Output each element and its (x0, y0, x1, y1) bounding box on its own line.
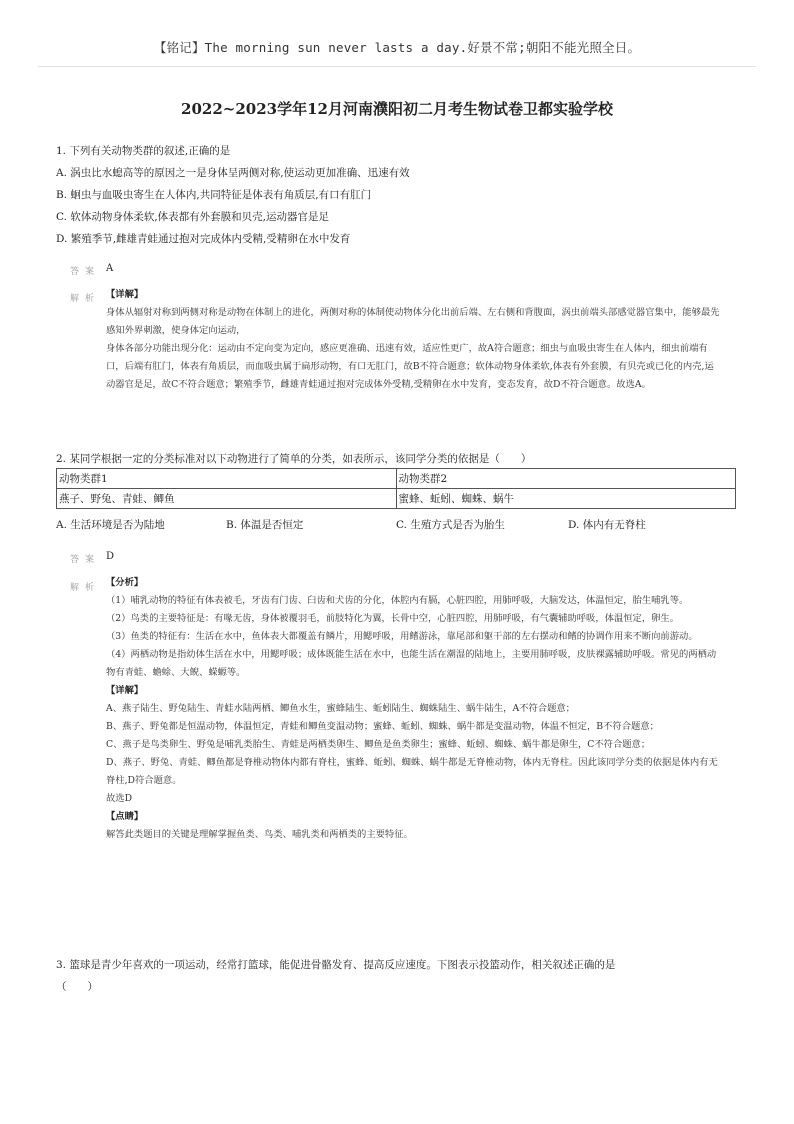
question-2-analysis-label: 解析 (70, 583, 101, 593)
question-2-option-c: C. 生殖方式是否为胎生 (396, 519, 505, 531)
question-1-analysis-label: 解析 (70, 294, 101, 304)
question-2-option-d: D. 体内有无脊柱 (568, 519, 646, 531)
question-2-answer-label: 答案 (70, 555, 101, 565)
question-1-option-b: B. 蛔虫与血吸虫寄生在人体内,共同特征是体表有角质层,有口有肛门 (56, 189, 372, 201)
question-2-tip: 解答此类题目的关键是理解掌握鱼类、鸟类、哺乳类和两栖类的主要特征。 (106, 829, 413, 840)
question-1-option-d: D. 繁殖季节,雌雄青蛙通过抱对完成体内受精,受精卵在水中发育 (56, 233, 351, 245)
question-2-option-b: B. 体温是否恒定 (226, 519, 304, 531)
question-1-explanation (106, 286, 722, 394)
question-3-stem-blank: （ ） (56, 981, 98, 993)
question-1-detail-paragraph: 身体从辐射对称到两侧对称是动物在体制上的进化，两侧对称的体制使动物体分化出前后端、左右侧和背腹面，涡虫前端头部感觉器官集中，能够最先感知外界刺激，使身体定向运动， (106, 307, 720, 336)
header-divider (38, 66, 756, 67)
question-1-option-a: A. 涡虫比水螅高等的原因之一是身体呈两侧对称,使运动更加准确、迅速有效 (56, 167, 410, 179)
question-1-detail-paragraph: 身体各部分功能出现分化：运动由不定向变为定向，感应更准确、迅速有效，适应性更广，故A符合题意；细虫与血吸虫寄生在人体内，细虫前端有口，后端有肛门，体表有角质层，而血吸虫属于扁形动物，有口无肛门，故B不符合题意；软体动物身体柔软,体表有外套膜，有贝壳或已化的内壳,运动器官是足，故C不符合题意；繁殖季节，雌雄青蛙通过抱对完成体外受精,受精卵在水中发育，变态发育，故D不符合题意。故选A。 (106, 343, 714, 390)
question-2-analysis-item: （2）鸟类的主要特征是：有喙无齿，身体被覆羽毛，前肢特化为翼，长骨中空，心脏四腔，用肺呼吸，有气囊辅助呼吸，体温恒定，卵生。 (106, 613, 680, 624)
table-row (57, 489, 736, 509)
question-2-analysis-item: （1）哺乳动物的特征有体表被毛，牙齿有门齿、臼齿和犬齿的分化，体腔内有膈，心脏四腔，用肺呼吸，大脑发达，体温恒定，胎生哺乳等。 (106, 595, 689, 606)
question-2-explanation (106, 574, 722, 844)
question-2-detail-item: B、燕子、野兔都是恒温动物，体温恒定，青蛙和鲫鱼变温动物；蜜蜂、蚯蚓、蜘蛛、蜗牛都是变温动物，体温不恒定，B不符合题意； (106, 721, 659, 732)
question-1-answer: A (106, 263, 114, 274)
question-2-detail-item: 故选D (106, 793, 133, 804)
question-1-option-c: C. 软体动物身体柔软,体表都有外套膜和贝壳,运动器官是足 (56, 211, 330, 223)
question-2-analysis-item: （3）鱼类的特征有：生活在水中，鱼体表大都覆盖有鳞片，用鳃呼吸，用鳍游泳，靠尾部和躯干部的左右摆动和鳍的协调作用来不断向前游动。 (106, 631, 698, 642)
question-2-tip-tag: 【点睛】 (106, 811, 144, 822)
table-cell: 燕子、野兔、青蛙、鲫鱼 (57, 489, 397, 509)
question-1-answer-label: 答案 (70, 267, 101, 277)
question-2-answer: D (106, 551, 115, 562)
question-2-option-a: A. 生活环境是否为陆地 (56, 519, 165, 531)
table-cell: 蜜蜂、蚯蚓、蜘蛛、蜗牛 (396, 489, 736, 509)
table-header-cell: 动物类群2 (396, 469, 736, 489)
paper-title: 2022~2023学年12月河南濮阳初二月考生物试卷卫都实验学校 (181, 100, 613, 118)
question-3-stem: 3. 篮球是青少年喜欢的一项运动，经常打篮球，能促进骨骼发育、提高反应速度。下图表示投篮动作，相关叙述正确的是 (56, 959, 616, 971)
question-2-stem: 2. 某同学根据一定的分类标准对以下动物进行了简单的分类，如表所示，该同学分类的依据是（ ） (56, 453, 532, 465)
question-2-detail-tag: 【详解】 (106, 685, 144, 696)
animal-classification-table (56, 468, 736, 509)
question-2-detail-item: D、燕子、野兔、青蛙、鲫鱼都是脊椎动物体内都有脊柱，蜜蜂、蚯蚓、蜘蛛、蜗牛都是无脊椎动物，体内无脊柱。因此该同学分类的依据是体内有无脊柱,D符合题意。 (106, 757, 718, 786)
question-2-analysis-tag: 【分析】 (106, 577, 144, 588)
question-2-detail-item: A、燕子陆生、野兔陆生、青蛙水陆两栖、鲫鱼水生，蜜蜂陆生、蚯蚓陆生、蜘蛛陆生、蜗牛陆生，A不符合题意； (106, 703, 575, 714)
motto-banner: 【铭记】The morning sun never lasts a day.好景不常;朝阳不能光照全日。 (153, 40, 641, 55)
table-header-cell: 动物类群1 (57, 469, 397, 489)
table-header-row (57, 469, 736, 489)
question-2-analysis-item: （4）两栖动物是指幼体生活在水中，用鳃呼吸；成体既能生活在水中，也能生活在潮湿的陆地上，主要用肺呼吸，皮肤裸露辅助呼吸。常见的两栖动物有青蛙、蟾蜍、大鲵、蝾螈等。 (106, 649, 717, 678)
question-1-stem: 1. 下列有关动物类群的叙述,正确的是 (56, 145, 231, 157)
question-2-detail-item: C、燕子是鸟类卵生、野兔是哺乳类胎生、青蛙是两栖类卵生、鲫鱼是鱼类卵生；蜜蜂、蚯蚓、蜘蛛、蜗牛都是卵生，C不符合题意； (106, 739, 651, 750)
question-1-detail-tag: 【详解】 (106, 289, 144, 300)
